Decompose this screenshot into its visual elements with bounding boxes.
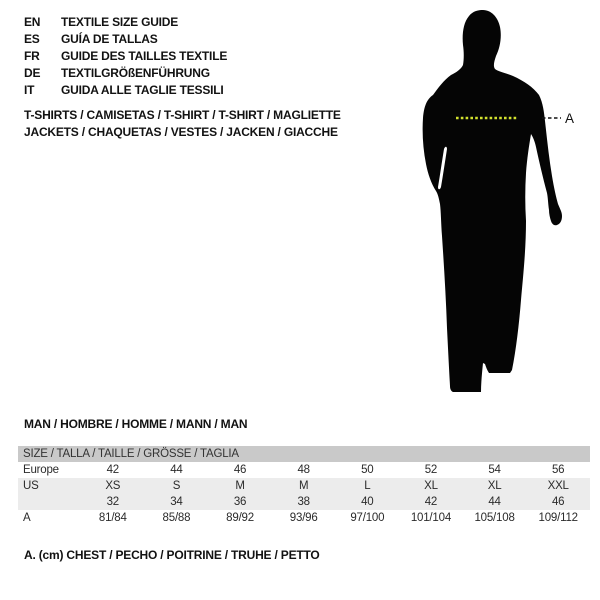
table-cell: 89/92 <box>226 512 254 524</box>
language-row <box>24 30 227 47</box>
row-label: A <box>23 512 31 524</box>
language-code: ES <box>24 31 40 46</box>
table-cell: 40 <box>361 496 374 508</box>
table-cell: 42 <box>424 496 438 508</box>
language-label: TEXTILGRÖßENFÜHRUNG <box>61 65 210 80</box>
language-row <box>24 64 227 81</box>
table-cell: 46 <box>233 464 247 476</box>
table-cell: 50 <box>361 464 374 476</box>
table-cell: 32 <box>106 496 120 508</box>
section-heading: MAN / HOMBRE / HOMME / MANN / MAN <box>24 417 248 431</box>
language-code: DE <box>24 65 41 80</box>
language-list <box>24 13 227 98</box>
table-cell: 36 <box>233 496 247 508</box>
language-code: IT <box>24 82 35 97</box>
language-label: TEXTILE SIZE GUIDE <box>61 14 179 29</box>
row-label: Europe <box>23 464 59 476</box>
table-row <box>18 478 590 494</box>
table-cell: 44 <box>488 496 501 508</box>
row-label <box>18 494 81 510</box>
table-cell: XXL <box>547 480 569 492</box>
measurement-footnote: A. (cm) CHEST / PECHO / POITRINE / TRUHE / PETTO <box>24 548 320 562</box>
table-row <box>18 462 590 478</box>
table-cell: XL <box>424 480 438 492</box>
table-cell: 81/84 <box>98 512 127 524</box>
table-row <box>18 510 590 526</box>
table-cell: 109/112 <box>538 512 578 524</box>
measure-label-a: A <box>565 111 575 126</box>
size-table-header-bar: SIZE / TALLA / TAILLE / GRÖSSE / TAGLIA <box>18 446 590 462</box>
garment-line: JACKETS / CHAQUETAS / VESTES / JACKEN / GIACCHE <box>24 124 338 139</box>
table-row <box>18 494 590 510</box>
table-cell: 42 <box>106 464 120 476</box>
table-cell: 46 <box>551 496 565 508</box>
table-cell: 54 <box>488 464 501 476</box>
table-cell: XS <box>105 480 121 492</box>
table-cell: M <box>298 480 309 492</box>
table-cell: 48 <box>297 464 310 476</box>
language-row <box>24 47 227 64</box>
language-label: GUIDA ALLE TAGLIE TESSILI <box>61 82 224 97</box>
language-row <box>24 81 227 98</box>
man-silhouette <box>423 10 562 392</box>
table-cell: S <box>172 480 181 492</box>
garment-line: T-SHIRTS / CAMISETAS / T-SHIRT / T-SHIRT / MAGLIETTE <box>24 107 341 122</box>
table-cell: 101/104 <box>410 512 452 524</box>
language-label: GUIDE DES TAILLES TEXTILE <box>61 48 228 63</box>
garment-categories <box>24 106 341 140</box>
table-cell: 56 <box>551 464 565 476</box>
table-cell: L <box>364 480 371 492</box>
table-cell: 34 <box>170 496 183 508</box>
row-label: US <box>23 480 39 492</box>
table-cell: 52 <box>424 464 438 476</box>
table-cell: 38 <box>297 496 310 508</box>
table-cell: 105/108 <box>474 512 515 524</box>
table-cell: 85/88 <box>162 512 191 524</box>
language-label: GUÍA DE TALLAS <box>61 31 158 46</box>
language-code: EN <box>24 14 41 29</box>
table-cell: XL <box>487 480 502 492</box>
size-table-body <box>18 462 590 526</box>
language-row <box>24 13 227 30</box>
man-silhouette-figure <box>395 0 580 400</box>
table-cell: 97/100 <box>350 512 385 524</box>
table-cell: M <box>235 480 245 492</box>
table-cell: 93/96 <box>289 512 318 524</box>
language-code: FR <box>24 48 40 63</box>
table-cell: 44 <box>170 464 183 476</box>
size-table <box>18 446 590 526</box>
